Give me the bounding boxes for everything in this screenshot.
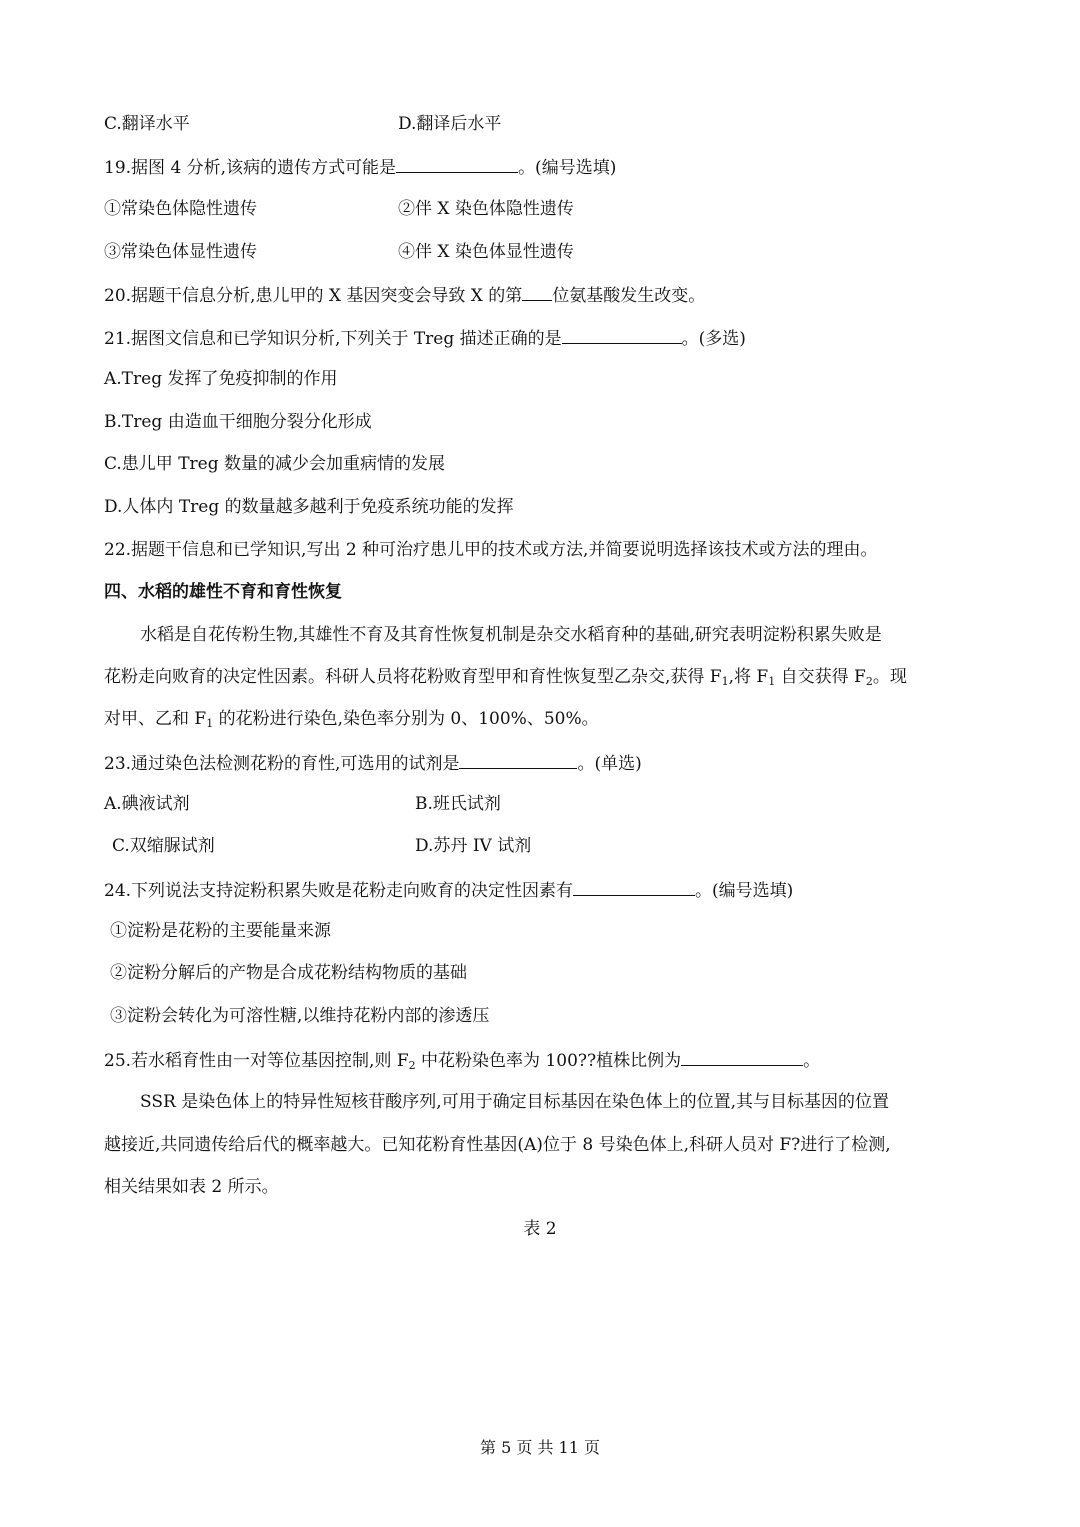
q23-stem-suffix: 。(单选)	[577, 754, 642, 774]
q24-option-3: ③淀粉会转化为可溶性糖,以维持花粉内部的渗透压	[110, 1006, 490, 1026]
q25-answer-blank[interactable]	[681, 1047, 803, 1066]
intro-line-2-part-c: 自交获得 F	[775, 667, 866, 687]
q24-stem-suffix: 。(编号选填)	[695, 881, 794, 901]
q19-answer-blank[interactable]	[396, 154, 518, 173]
q21-answer-blank[interactable]	[562, 325, 682, 344]
subscript-2: 2	[865, 675, 873, 688]
q25-suffix: 。	[803, 1051, 821, 1071]
q19-option-2: ②伴 X 染色体隐性遗传	[398, 199, 574, 219]
q21-option-b: B.Treg 由造血干细胞分裂分化形成	[104, 412, 372, 432]
q20-answer-blank[interactable]	[522, 282, 552, 301]
q19-option-4: ④伴 X 染色体显性遗传	[398, 242, 574, 262]
intro-line-1: 水稻是自花传粉生物,其雄性不育及其育性恢复机制是杂交水稻育种的基础,研究表明淀粉积累失败是	[140, 625, 882, 645]
q24-stem	[104, 877, 793, 903]
table-2-caption: 表 2	[523, 1219, 557, 1239]
q25-text: 25.若水稻育性由一对等位基因控制,则 F	[104, 1051, 409, 1071]
q20-suffix: 位氨基酸发生改变。	[552, 286, 706, 306]
intro-line-3-part-b: 的花粉进行染色,染色率分别为 0、100%、50%。	[213, 709, 599, 729]
q19-stem	[104, 154, 616, 180]
q23-option-b: B.班氏试剂	[415, 794, 501, 814]
q21-option-a: A.Treg 发挥了免疫抑制的作用	[104, 369, 338, 389]
q21-stem-suffix: 。(多选)	[681, 329, 746, 349]
intro-line-2	[104, 665, 907, 689]
q19-option-1: ①常染色体隐性遗传	[104, 199, 257, 219]
intro-line-3-part-a: 对甲、乙和 F	[104, 709, 207, 729]
q20-text: 20.据题干信息分析,患儿甲的 X 基因突变会导致 X 的第	[104, 286, 523, 306]
q18-option-d: D.翻译后水平	[398, 114, 502, 134]
page-footer: 第 5 页 共 11 页	[480, 1438, 600, 1457]
q21-option-c: C.患儿甲 Treg 数量的减少会加重病情的发展	[104, 454, 446, 474]
intro-line-3	[104, 707, 599, 731]
q20-stem	[104, 282, 705, 308]
ssr-line-2: 越接近,共同遗传给后代的概率越大。已知花粉育性基因(A)位于 8 号染色体上,科研人员对 F?进行了检测,	[104, 1135, 891, 1155]
q25-subscript: 2	[408, 1059, 416, 1072]
q23-answer-blank[interactable]	[459, 750, 577, 769]
q25-stem	[104, 1047, 820, 1073]
q19-stem-suffix: 。(编号选填)	[518, 158, 617, 178]
q24-stem-text: 24.下列说法支持淀粉积累失败是花粉走向败育的决定性因素有	[104, 881, 574, 901]
q21-option-d: D.人体内 Treg 的数量越多越利于免疫系统功能的发挥	[104, 497, 514, 517]
q21-stem-text: 21.据图文信息和已学知识分析,下列关于 Treg 描述正确的是	[104, 329, 562, 349]
subscript-1b: 1	[768, 675, 776, 688]
intro-line-2-part-b: ,将 F	[728, 667, 769, 687]
q23-option-c: C.双缩脲试剂	[112, 836, 215, 856]
q23-option-a: A.碘液试剂	[104, 794, 190, 814]
q25-middle: 中花粉染色率为 100??植株比例为	[415, 1051, 682, 1071]
q22-stem: 22.据题干信息和已学知识,写出 2 种可治疗患儿甲的技术或方法,并简要说明选择该技术或方法的理由。	[104, 540, 878, 560]
subscript-1c: 1	[206, 717, 214, 730]
q18-option-c: C.翻译水平	[104, 114, 190, 134]
intro-line-2-part-d: 。现	[872, 667, 907, 687]
subscript-1a: 1	[721, 675, 729, 688]
q21-stem	[104, 325, 746, 351]
q23-option-d: D.苏丹 IV 试剂	[415, 836, 532, 856]
ssr-line-3: 相关结果如表 2 所示。	[104, 1177, 279, 1197]
q24-option-2: ②淀粉分解后的产物是合成花粉结构物质的基础	[110, 963, 467, 983]
intro-line-2-part-a: 花粉走向败育的决定性因素。科研人员将花粉败育型甲和育性恢复型乙杂交,获得 F	[104, 667, 722, 687]
q24-option-1: ①淀粉是花粉的主要能量来源	[110, 921, 331, 941]
q23-stem-text: 23.通过染色法检测花粉的育性,可选用的试剂是	[104, 754, 460, 774]
section-4-title: 四、水稻的雄性不育和育性恢复	[104, 582, 342, 602]
ssr-line-1: SSR 是染色体上的特异性短核苷酸序列,可用于确定目标基因在染色体上的位置,其与目标基因的位置	[140, 1092, 890, 1112]
q23-stem	[104, 750, 642, 776]
q19-stem-text: 19.据图 4 分析,该病的遗传方式可能是	[104, 158, 397, 178]
q19-option-3: ③常染色体显性遗传	[104, 242, 257, 262]
q24-answer-blank[interactable]	[573, 877, 695, 896]
